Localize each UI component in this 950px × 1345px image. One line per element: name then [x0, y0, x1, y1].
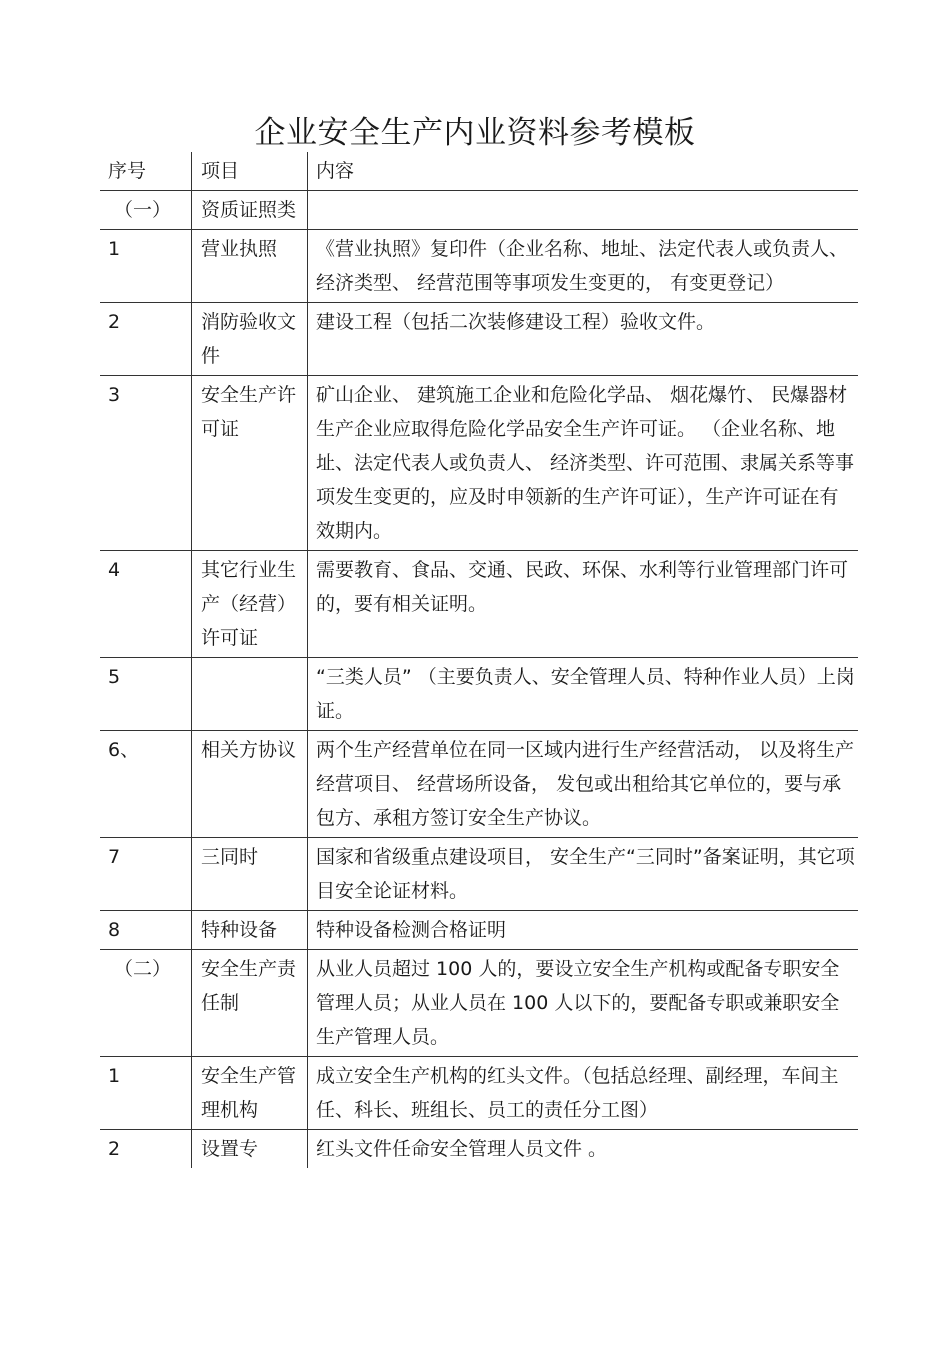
row-no: （一）	[100, 191, 192, 230]
header-item: 项目	[192, 152, 308, 191]
row-no: 4	[100, 551, 192, 658]
row-content: 红头文件任命安全管理人员文件 。	[316, 1138, 608, 1160]
table-row	[100, 1130, 858, 1169]
row-no: 1	[100, 230, 192, 303]
row-content: 需要教育、食品、交通、民政、环保、水利等行业管理部门许可的，要有相关证明。	[308, 551, 859, 658]
table-row	[100, 551, 858, 658]
row-no: 7	[100, 838, 192, 911]
table-row	[100, 303, 858, 376]
row-content: 矿山企业、 建筑施工企业和危险化学品、 烟花爆竹、 民爆器材生产企业应取得危险化学品安全生产许可证。 （企业名称、地址、法定代表人或负责人、 经济类型、许可范围、隶属关系等事项发生变更的，应及时申领新的生产许可证），生产许可证在有效期内。	[308, 376, 859, 551]
row-no: 6、	[100, 731, 192, 838]
header-content: 内容	[308, 152, 859, 191]
row-no: 3	[100, 376, 192, 551]
row-item: 其它行业生产（经营）许可证	[192, 551, 308, 658]
table-row	[100, 230, 858, 303]
row-no: （二）	[100, 950, 192, 1057]
row-no: 1	[100, 1057, 192, 1130]
row-item: 安全生产责任制	[192, 950, 308, 1057]
row-item: 相关方协议	[192, 731, 308, 838]
row-item: 消防验收文件	[192, 303, 308, 376]
table-row	[100, 376, 858, 551]
row-item: 三同时	[192, 838, 308, 911]
row-item	[192, 658, 308, 731]
row-no: 2	[108, 1138, 121, 1160]
table-row	[100, 911, 858, 950]
table-row	[100, 658, 858, 731]
page-title: 企业安全生产内业资料参考模板	[254, 115, 696, 151]
table-row	[100, 191, 858, 230]
table-row	[100, 1057, 858, 1130]
row-item: 安全生产管理机构	[192, 1057, 308, 1130]
row-content: “三类人员” （主要负责人、安全管理人员、特种作业人员）上岗证。	[308, 658, 859, 731]
row-item: 设置专	[192, 1130, 308, 1169]
row-content: 国家和省级重点建设项目， 安全生产“三同时”备案证明，其它项目安全论证材料。	[308, 838, 859, 911]
row-content: 建设工程（包括二次装修建设工程）验收文件。	[308, 303, 859, 376]
row-no: 2	[100, 303, 192, 376]
row-item: 安全生产许可证	[192, 376, 308, 551]
row-content: 从业人员超过 100 人的，要设立安全生产机构或配备专职安全管理人员；从业人员在 100 人以下的，要配备专职或兼职安全生产管理人员。	[308, 950, 859, 1057]
row-content: 《营业执照》复印件（企业名称、地址、法定代表人或负责人、经济类型、 经营范围等事项发生变更的， 有变更登记）	[308, 230, 859, 303]
row-content: 特种设备检测合格证明	[308, 911, 859, 950]
header-no: 序号	[100, 152, 192, 191]
row-no: 8	[100, 911, 192, 950]
row-content	[308, 191, 859, 230]
table-row	[100, 838, 858, 911]
table-row	[100, 731, 858, 838]
row-item: 资质证照类	[192, 191, 308, 230]
row-content: 成立安全生产机构的红头文件。（包括总经理、副经理，车间主任、科长、班组长、员工的责任分工图）	[308, 1057, 859, 1130]
table-row	[100, 950, 858, 1057]
content-table	[100, 152, 858, 1168]
row-content: 两个生产经营单位在同一区域内进行生产经营活动， 以及将生产经营项目、 经营场所设备， 发包或出租给其它单位的，要与承包方、承租方签订安全生产协议。	[308, 731, 859, 838]
row-no: 5	[100, 658, 192, 731]
table-header-row	[100, 152, 858, 191]
row-item: 营业执照	[192, 230, 308, 303]
row-item: 特种设备	[192, 911, 308, 950]
